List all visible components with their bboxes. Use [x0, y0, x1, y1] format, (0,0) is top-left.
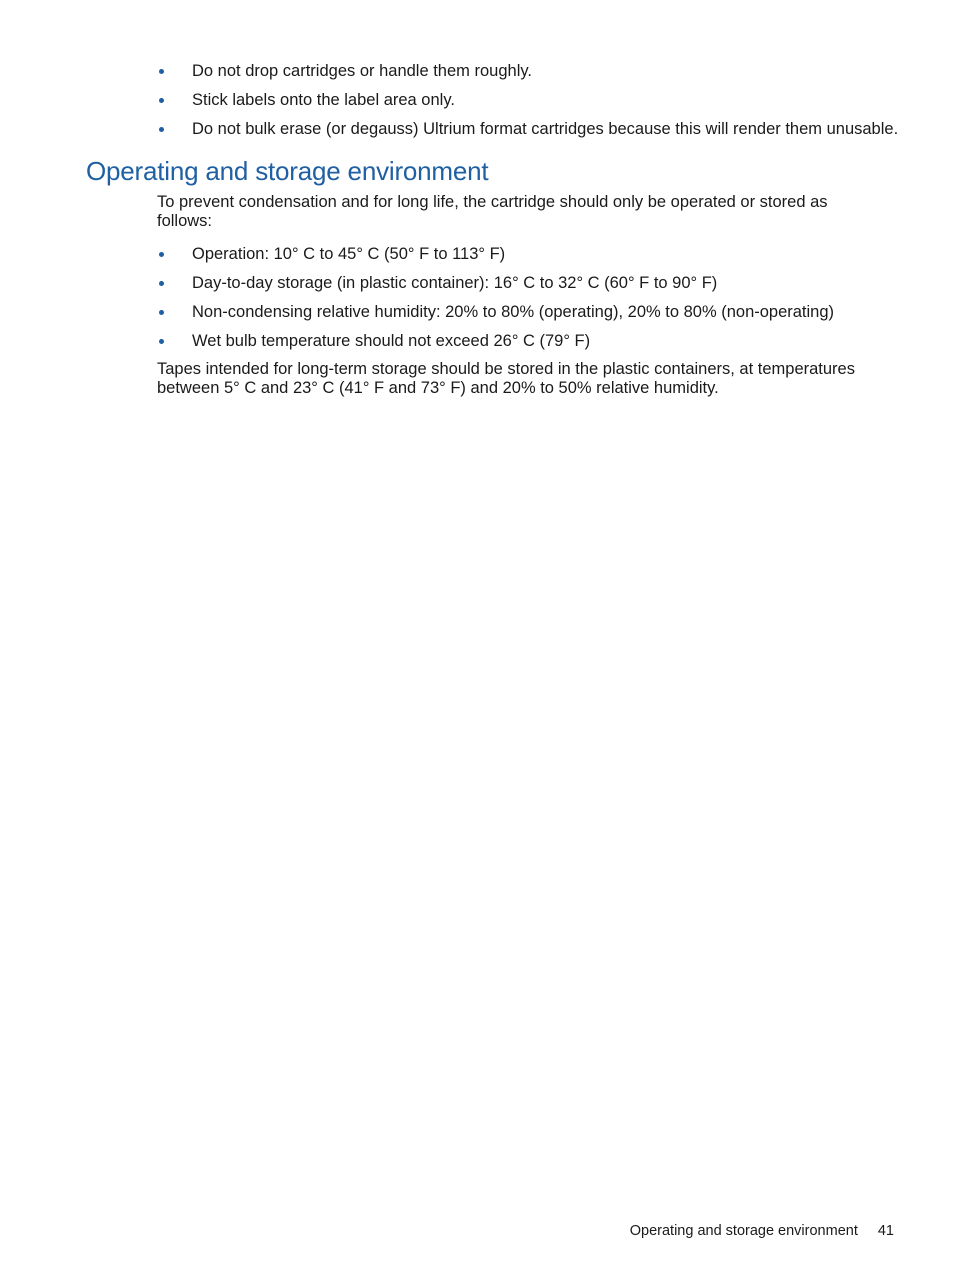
list-item: [157, 119, 937, 139]
bullet-icon: [159, 252, 164, 257]
intro-paragraph: To prevent condensation and for long life, the cartridge should only be operated or stored as follows:: [157, 193, 828, 230]
list-item-text: Day-to-day storage (in plastic container): 16° C to 32° C (60° F to 90° F): [192, 274, 718, 292]
page-footer: [630, 1222, 894, 1240]
section-heading: Operating and storage environment: [86, 156, 489, 186]
list-item-text: Operation: 10° C to 45° C (50° F to 113° F): [192, 245, 506, 263]
list-item: [157, 302, 937, 322]
bullet-icon: [159, 310, 164, 315]
list-item: [157, 61, 937, 81]
list-item-text: Stick labels onto the label area only.: [192, 91, 455, 109]
bullet-icon: [159, 281, 164, 286]
bullet-icon: [159, 98, 164, 103]
footer-title: Operating and storage environment: [629, 1223, 858, 1239]
list-item-text: Wet bulb temperature should not exceed 26° C (79° F): [192, 332, 591, 350]
list-item-text: Do not bulk erase (or degauss) Ultrium format cartridges because this will render them unusable.: [192, 120, 899, 138]
list-item-text: Do not drop cartridges or handle them roughly.: [192, 62, 532, 80]
list-item-text: Non-condensing relative humidity: 20% to 80% (operating), 20% to 80% (non-operating): [192, 303, 835, 321]
bullet-icon: [159, 127, 164, 132]
bullet-icon: [159, 69, 164, 74]
list-item: [157, 273, 937, 293]
environment-conditions-list: [157, 244, 937, 360]
list-item: [157, 244, 937, 264]
page-number: 41: [877, 1223, 894, 1239]
bullet-icon: [159, 339, 164, 344]
list-item: [157, 331, 937, 351]
closing-paragraph: Tapes intended for long-term storage should be stored in the plastic containers, at temperatures between 5° C and 23° C (41° F and 73° F) and 20% to 50% relative humidity.: [157, 360, 855, 397]
handling-guidelines-list: [157, 61, 937, 148]
list-item: [157, 90, 937, 110]
